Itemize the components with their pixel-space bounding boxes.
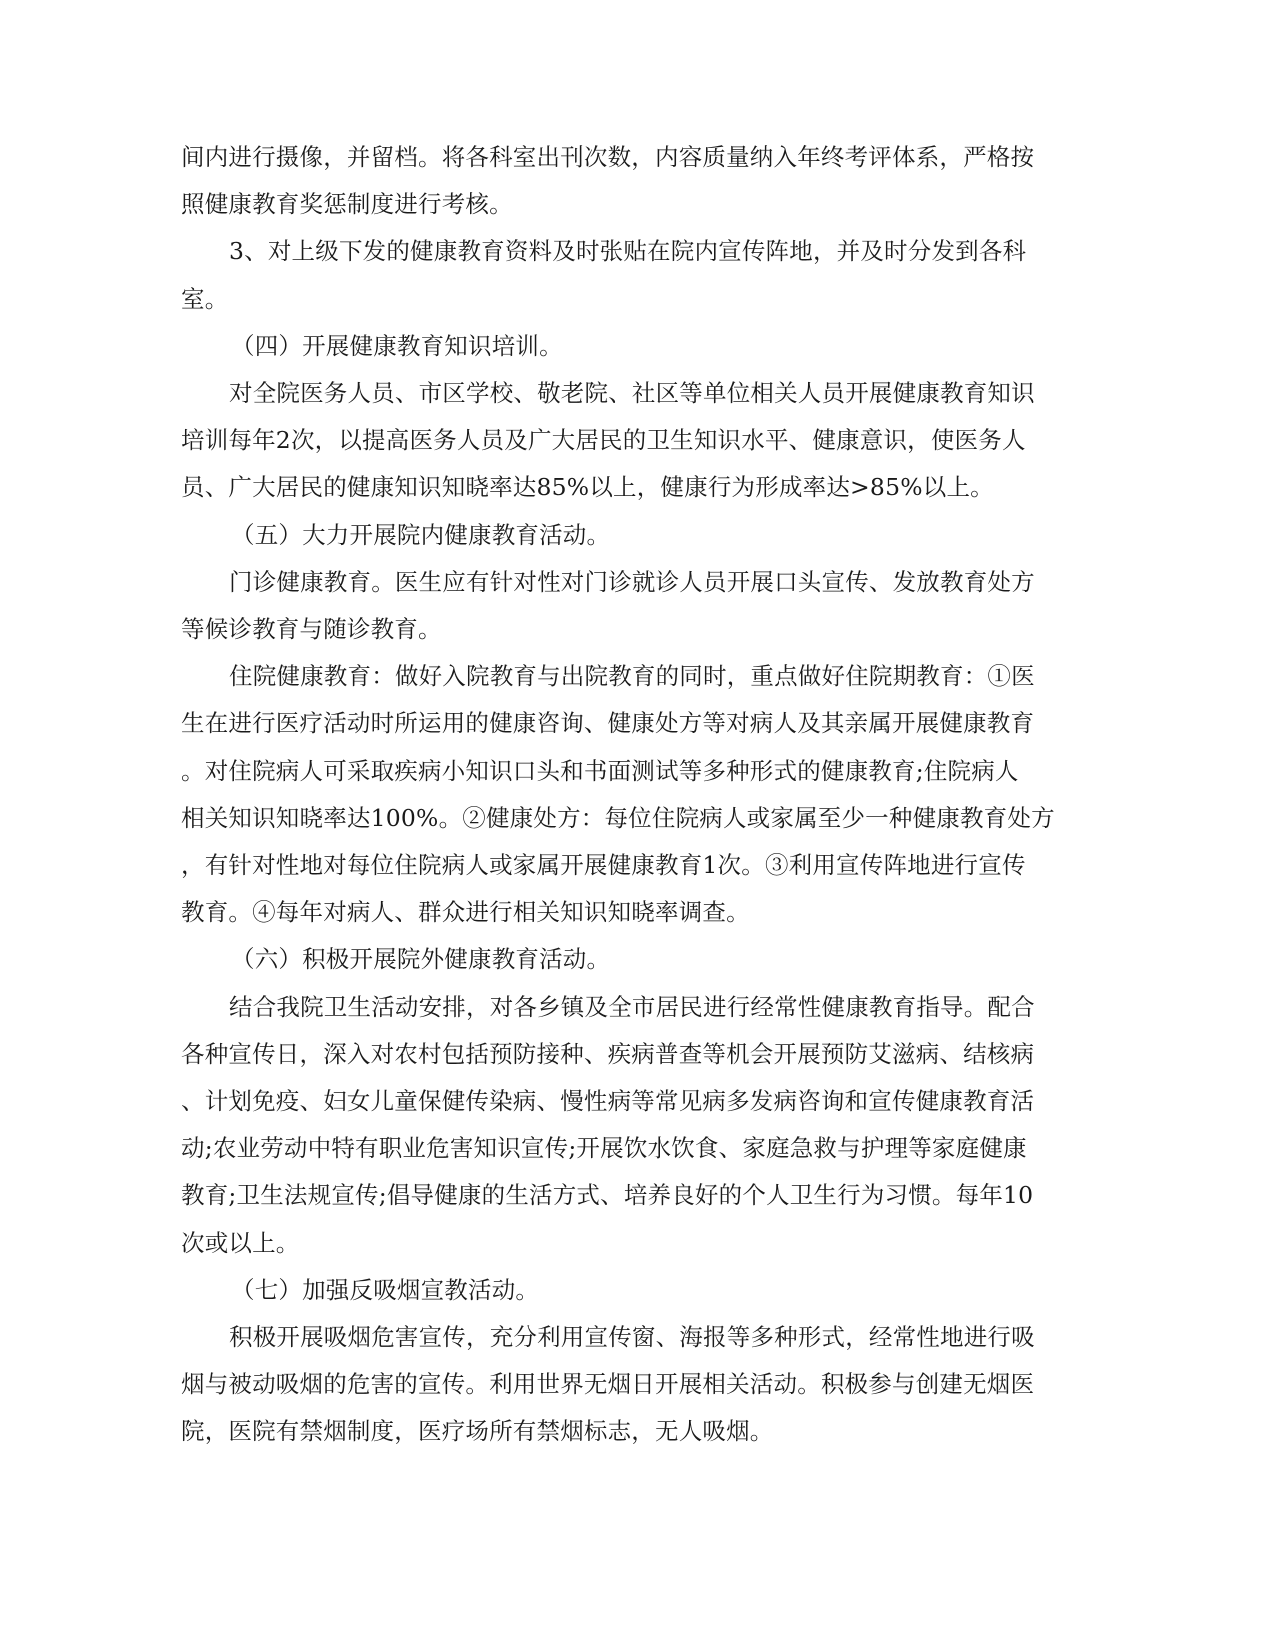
section-heading: （七）加强反吸烟宣教活动。: [231, 1275, 540, 1304]
text-line: 员、广大居民的健康知识知晓率达85%以上，健康行为形成率达>85%以上。: [181, 473, 994, 502]
document-body: [181, 134, 1081, 1456]
text-line: 各种宣传日，深入对农村包括预防接种、疾病普查等机会开展预防艾滋病、结核病: [181, 1039, 1035, 1068]
text-line: 。对住院病人可采取疾病小知识口头和书面测试等多种形式的健康教育;住院病人: [181, 756, 1019, 785]
text-line: 3、对上级下发的健康教育资料及时张贴在院内宣传阵地，并及时分发到各科: [229, 237, 1027, 266]
text-line: 相关知识知晓率达100%。②健康处方：每位住院病人或家属至少一种健康教育处方: [181, 803, 1055, 832]
text-line: 培训每年2次，以提高医务人员及广大居民的卫生知识水平、健康意识，使医务人: [181, 426, 1026, 455]
text-line: 教育;卫生法规宣传;倡导健康的生活方式、培养良好的个人卫生行为习惯。每年10: [181, 1181, 1034, 1210]
text-line: 门诊健康教育。医生应有针对性对门诊就诊人员开展口头宣传、发放教育处方: [229, 567, 1035, 596]
text-line: 间内进行摄像，并留档。将各科室出刊次数，内容质量纳入年终考评体系，严格按: [181, 143, 1035, 171]
text-line: 住院健康教育：做好入院教育与出院教育的同时，重点做好住院期教育：①医: [229, 662, 1035, 691]
text-line: 生在进行医疗活动时所运用的健康咨询、健康处方等对病人及其亲属开展健康教育: [181, 709, 1035, 738]
text-line: 次或以上。: [181, 1228, 300, 1257]
text-line: 积极开展吸烟危害宣传，充分利用宣传窗、海报等多种形式，经常性地进行吸: [229, 1323, 1035, 1352]
text-line: 院，医院有禁烟制度，医疗场所有禁烟标志，无人吸烟。: [181, 1417, 774, 1446]
text-line: 动;农业劳动中特有职业危害知识宣传;开展饮水饮食、家庭急救与护理等家庭健康: [181, 1134, 1027, 1163]
text-line: 等候诊教育与随诊教育。: [181, 615, 442, 644]
section-heading: （五）大力开展院内健康教育活动。: [231, 520, 611, 549]
text-line: 对全院医务人员、市区学校、敬老院、社区等单位相关人员开展健康教育知识: [229, 379, 1035, 408]
text-line: 、计划免疫、妇女儿童保健传染病、慢性病等常见病多发病咨询和宣传健康教育活: [181, 1087, 1035, 1116]
text-line: 结合我院卫生活动安排，对各乡镇及全市居民进行经常性健康教育指导。配合: [229, 992, 1035, 1021]
text-line: 照健康教育奖惩制度进行考核。: [181, 190, 513, 219]
section-heading: （四）开展健康教育知识培训。: [231, 331, 563, 360]
text-line: 室。: [181, 284, 229, 313]
section-heading: （六）积极开展院外健康教育活动。: [231, 945, 611, 974]
text-line: ，有针对性地对每位住院病人或家属开展健康教育1次。③利用宣传阵地进行宣传: [181, 851, 1026, 880]
text-line: 烟与被动吸烟的危害的宣传。利用世界无烟日开展相关活动。积极参与创建无烟医: [181, 1370, 1035, 1399]
text-line: 教育。④每年对病人、群众进行相关知识知晓率调查。: [181, 898, 750, 927]
